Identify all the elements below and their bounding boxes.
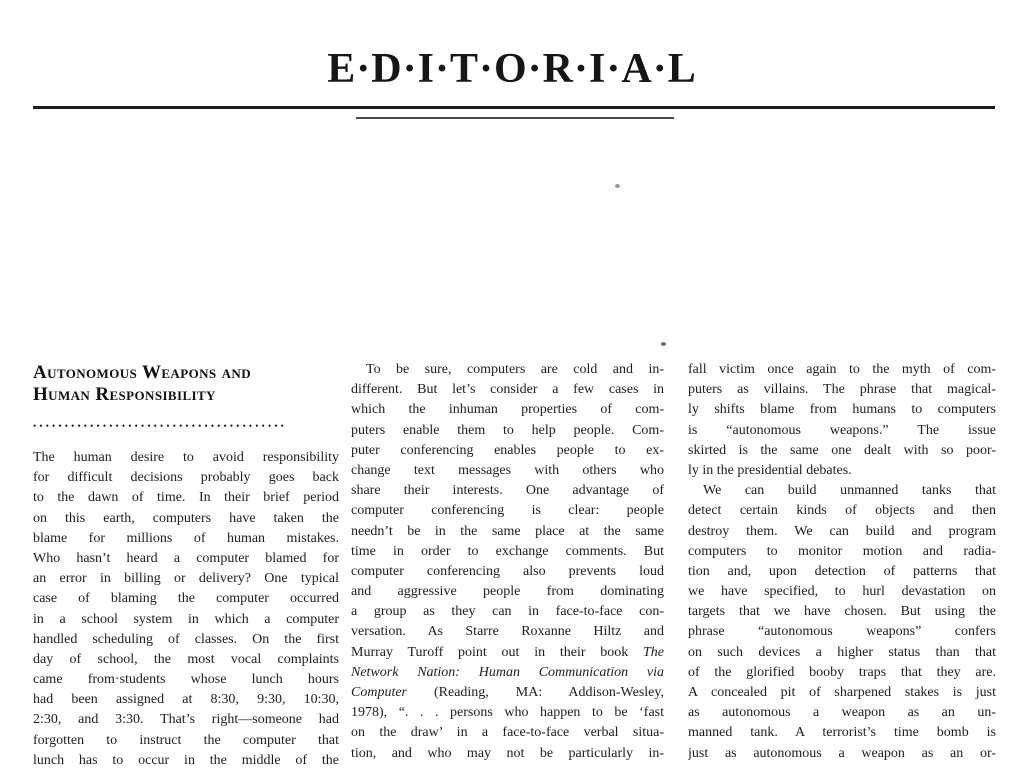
article-line: for difficult decisions probably goes back [33,470,339,486]
article-line: We can build unmanned tanks that [703,483,996,499]
column-3 [688,360,996,764]
article-line: Who hasn’t heard a computer blamed for [33,550,339,566]
article-line: as autonomous a weapon as an un- [688,705,996,721]
article-line: came from·students whose lunch hours [33,672,339,688]
article-line: just as autonomous a weapon as an or- [688,745,996,761]
article-line: The human desire to avoid responsibility [33,450,339,465]
article-line: in a school system in which a computer [33,611,339,627]
dots-separator: •••••••••••••••••••••••••••••••••••••••• [33,421,288,431]
article-line: Murray Turoff point out in their book The [351,644,664,660]
article-line: change text messages with others who [351,462,664,478]
article-line: tion and, upon detection of patterns that [688,563,996,579]
article-line: lunch has to occur in the middle of the [33,752,339,768]
article-line: 1978), “. . . persons who happen to be ‘fast [351,705,664,721]
column-1-text [33,448,339,771]
article-line: case of blaming the computer occurred [33,591,339,607]
article-line: a group as they can in face-to-face con- [351,604,664,620]
article-line: To be sure, computers are cold and in- [366,362,664,377]
masthead-rule-primary [33,106,995,109]
article-line: needn’t be in the same place at the same [351,523,664,539]
article-line: fall victim once again to the myth of com- [688,362,996,377]
article-line: to the dawn of time. In their brief period [33,490,339,506]
article-line: Network Nation: Human Communication via [351,664,664,680]
article-line: which the inhuman properties of com- [351,402,664,418]
column-2-text [351,360,664,764]
article-line: destroy them. We can build and program [688,523,996,539]
heading-line: Autonomous Weapons and [33,362,252,383]
article-line: handled scheduling of classes. On the first [33,631,339,647]
article-line: of the glorified booby traps that they are. [688,664,996,680]
article-line: had been assigned at 8:30, 9:30, 10:30, [33,692,339,708]
article-line: detect certain kinds of objects and then [688,503,996,519]
article-line: we have specified, to hurl devastation on [688,584,996,600]
article-line: computers to monitor motion and radia- [688,543,996,559]
article-line: versation. As Starre Roxanne Hiltz and [351,624,664,640]
article-line: 2:30, and 3:30. That’s right—someone had [33,712,339,728]
article-line: targets that we have chosen. But using the [688,604,996,620]
article-line: computer conferencing also prevents loud [351,563,664,579]
heading-line: Human Responsibility [33,384,216,405]
article-line: on this earth, computers have taken the [33,510,339,526]
scan-speck [615,184,620,188]
article-line: manned tank. A terrorist’s time bomb is [688,725,996,741]
column-1 [33,362,339,771]
article-line: share their interests. One advantage of [351,483,664,499]
column-2 [351,360,664,764]
article-line: puter conferencing enables people to ex- [351,442,664,458]
article-line: Computer (Reading, MA: Addison-Wesley, [351,685,664,700]
article-line: A concealed pit of sharpened stakes is just [688,685,996,700]
article-line: tion, and who may not be particularly in- [351,745,664,761]
article-line: forgotten to instruct the computer that [33,732,339,748]
article-line: and aggressive people from dominating [351,584,664,600]
article-line: phrase “autonomous weapons” confers [688,624,996,640]
article-heading [33,362,339,406]
page-title: E·D·I·T·O·R·I·A·L [327,46,697,92]
article-line: day of school, the most vocal complaints [33,651,339,667]
article-line: on the draw’ in a face-to-face verbal situa- [351,725,664,741]
article-line: ly shifts blame from humans to computers [688,402,996,418]
article-line: ly in the presidential debates. [688,462,852,478]
article-line: puters as villains. The phrase that magical- [688,382,996,398]
article-line: blame for millions of human mistakes. [33,530,339,546]
article-line: is “autonomous weapons.” The issue [688,422,996,438]
article-line: skirted is the same one dealt with so poor- [688,442,996,458]
scan-speck [661,342,666,346]
article-line: an error in billing or delivery? One typical [33,571,339,587]
article-line: computer conferencing is clear: people [351,503,664,519]
article-line: puters enable them to help people. Com- [351,422,664,438]
article-line: on such devices a higher status than that [688,644,996,660]
masthead-rule-secondary [356,117,674,119]
article-line: time in order to exchange comments. But [351,543,664,559]
column-3-text [688,360,996,764]
article-line: different. But let’s consider a few cases in [351,382,664,398]
